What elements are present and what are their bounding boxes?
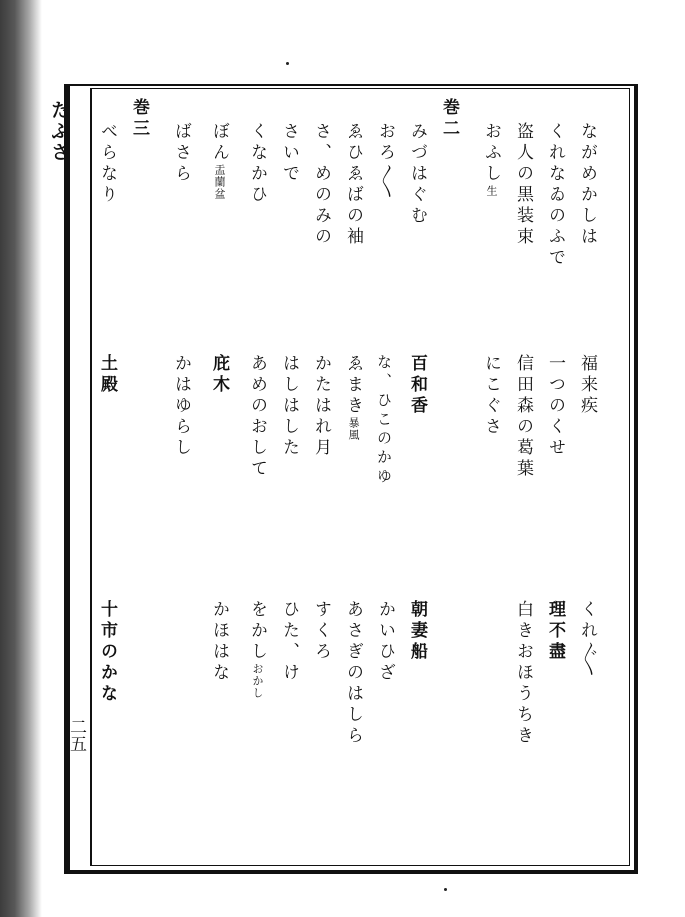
entry: あめのおして	[247, 354, 267, 480]
running-header: たふさ	[48, 100, 70, 163]
speck	[286, 62, 289, 65]
entry: みづはぐむ	[407, 122, 427, 227]
section-heading: 巻二	[439, 98, 459, 140]
entry: ゑひゑばの袖	[343, 122, 363, 248]
entry: かたはれ月	[311, 354, 331, 459]
entry-annotation: 盂蘭盆	[213, 164, 226, 200]
entry: ながめかしは	[577, 122, 597, 248]
entry: さいで	[279, 122, 299, 185]
book-spine-shadow	[0, 0, 42, 917]
entry	[344, 354, 361, 441]
entry-main: ゑまき	[343, 354, 363, 417]
entry: ばさら	[171, 122, 191, 185]
speck	[444, 888, 447, 891]
entry: 理不盡	[545, 600, 565, 663]
entry: くれなゐのふで	[545, 122, 565, 269]
entry-main: ぼん	[209, 122, 229, 164]
entry: 十市のかな	[97, 600, 117, 705]
entry	[248, 600, 265, 699]
entry: な、ひこのかゆ	[375, 354, 393, 487]
entry	[482, 122, 499, 197]
entry: 一つのくせ	[545, 354, 565, 459]
entry-main: をかし	[247, 600, 267, 663]
entry: くなかひ	[247, 122, 267, 206]
entry: おろ〳〵	[375, 122, 395, 202]
entry-annotation: 暴風	[347, 417, 360, 441]
entry: あさぎのはしら	[343, 600, 363, 747]
entry: かいひざ	[375, 600, 395, 684]
entry	[210, 122, 227, 200]
entry: 朝妻船	[407, 600, 427, 663]
entry: ひた、け	[279, 600, 299, 684]
entry-annotation: 生	[485, 185, 498, 197]
entry: にこぐさ	[481, 354, 501, 438]
entry: 福来疾	[577, 354, 597, 417]
entry-annotation: おかし	[251, 663, 264, 699]
entry: かほはな	[209, 600, 229, 684]
entry: さ、めのみの	[311, 122, 331, 248]
entry: すくろ	[311, 600, 331, 663]
entry: はしはした	[279, 354, 299, 459]
section-heading: 巻三	[129, 98, 149, 140]
entry: 白きおほうちき	[513, 600, 533, 747]
page-number: 二五	[66, 718, 86, 752]
entry-main: おふし	[481, 122, 501, 185]
entry: くれ〴〵	[577, 600, 597, 680]
entry: 庇木	[209, 354, 229, 396]
entry: 盗人の黒装束	[513, 122, 533, 248]
entry: 百和香	[407, 354, 427, 417]
entry: 土殿	[97, 354, 117, 396]
entry: べらなり	[97, 122, 117, 206]
entry: かはゆらし	[171, 354, 191, 459]
entry: 信田森の葛葉	[513, 354, 533, 480]
